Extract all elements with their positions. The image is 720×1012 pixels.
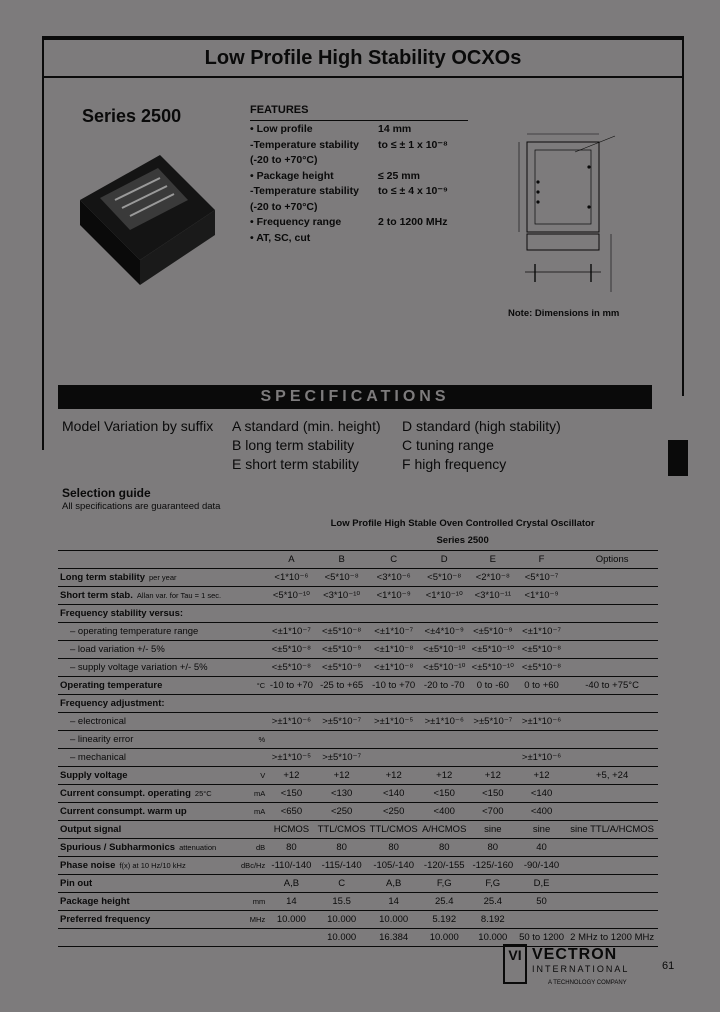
table-cell: <±5*10⁻⁸ — [316, 622, 368, 640]
table-row — [58, 856, 658, 874]
table-row — [58, 892, 658, 910]
table-cell: <±1*10⁻⁷ — [517, 622, 566, 640]
table-cell: 14 — [267, 892, 315, 910]
table-cell: <±1*10⁻⁷ — [368, 622, 420, 640]
table-title: Low Profile High Stable Oven Controlled Crystal Oscillator — [330, 517, 595, 529]
table-cell: +12 — [420, 766, 469, 784]
variation-text: standard (min. height) — [244, 418, 381, 434]
table-cell: <3*10⁻¹¹ — [469, 586, 517, 604]
table-cell: -115/-140 — [316, 856, 368, 874]
feature-value: 14 mm — [378, 123, 412, 135]
table-cell — [368, 730, 420, 748]
table-cell — [368, 694, 420, 712]
table-cell — [566, 892, 658, 910]
variation-text: tuning range — [416, 437, 494, 453]
table-row — [58, 676, 658, 694]
table-cell: <±1*10⁻⁸ — [368, 640, 420, 658]
row-label: Preferred frequency — [60, 913, 151, 925]
table-cell: 80 — [420, 838, 469, 856]
feature-value: 2 to 1200 MHz — [378, 216, 448, 228]
variation-letter: A — [232, 418, 241, 434]
table-cell: <1*10⁻⁹ — [517, 586, 566, 604]
table-cell: 25.4 — [420, 892, 469, 910]
table-cell: <250 — [316, 802, 368, 820]
table-cell — [316, 730, 368, 748]
table-cell: 10.000 — [469, 928, 517, 946]
table-cell: HCMOS — [267, 820, 315, 838]
vectron-logo-tag: A TECHNOLOGY COMPANY — [548, 980, 627, 986]
variation-text: long term stability — [245, 437, 355, 453]
row-note: Allan var. for Tau = 1 sec. — [136, 590, 222, 600]
row-label: Current consumpt. warm up — [60, 805, 187, 817]
table-cell: >±1*10⁻⁶ — [420, 712, 469, 730]
table-cell: <150 — [420, 784, 469, 802]
feature-label: -Temperature stability — [250, 138, 359, 151]
row-label: – operating temperature range — [70, 625, 199, 637]
features-rule — [250, 120, 468, 121]
row-unit — [223, 874, 267, 892]
table-cell — [566, 658, 658, 676]
table-cell: <5*10⁻⁷ — [517, 568, 566, 586]
table-cell: <±5*10⁻⁸ — [267, 640, 315, 658]
table-cell: 10.000 — [316, 928, 368, 946]
table-row — [58, 748, 658, 766]
table-row — [58, 784, 658, 802]
vectron-logo-mark: VI — [503, 944, 527, 984]
table-cell: 10.000 — [267, 910, 315, 928]
table-cell: <±1*10⁻⁷ — [267, 622, 315, 640]
table-cell — [267, 928, 315, 946]
row-unit — [223, 658, 267, 676]
selection-table — [58, 514, 658, 947]
table-cell: +5, +24 — [566, 766, 658, 784]
model-variation-item — [232, 437, 354, 453]
variation-text: short term stability — [245, 456, 359, 472]
row-label: – linearity error — [70, 733, 134, 745]
row-unit — [223, 694, 267, 712]
section-tab — [668, 440, 688, 476]
table-cell: 0 to -60 — [469, 676, 517, 694]
table-cell: -90/-140 — [517, 856, 566, 874]
table-row — [58, 730, 658, 748]
specifications-heading: SPECIFICATIONS — [58, 385, 652, 409]
table-cell — [267, 730, 315, 748]
row-label: Supply voltage — [60, 769, 128, 781]
table-cell: >±5*10⁻⁷ — [469, 712, 517, 730]
table-cell — [566, 748, 658, 766]
table-cell: -110/-140 — [267, 856, 315, 874]
table-cell: <140 — [517, 784, 566, 802]
row-unit — [223, 586, 267, 604]
table-cell: <650 — [267, 802, 315, 820]
table-cell — [566, 604, 658, 622]
table-cell: <±5*10⁻¹⁰ — [469, 658, 517, 676]
model-variation-item — [402, 437, 494, 453]
title-rule — [44, 76, 682, 78]
row-unit — [223, 820, 267, 838]
table-cell — [566, 694, 658, 712]
column-header: B — [316, 550, 368, 568]
table-row — [58, 568, 658, 586]
model-variation-item — [232, 456, 359, 472]
table-cell: 10.000 — [368, 910, 420, 928]
table-cell — [566, 874, 658, 892]
row-unit — [223, 748, 267, 766]
table-cell: sine — [517, 820, 566, 838]
table-cell — [517, 694, 566, 712]
table-cell: 80 — [368, 838, 420, 856]
row-label: Current consumpt. operating — [60, 787, 191, 799]
row-label: Short term stab. — [60, 589, 133, 601]
column-header: F — [517, 550, 566, 568]
row-label: Package height — [60, 895, 130, 907]
row-unit — [223, 640, 267, 658]
table-cell: 8.192 — [469, 910, 517, 928]
table-cell — [420, 694, 469, 712]
table-cell: <140 — [368, 784, 420, 802]
table-cell: >±1*10⁻⁶ — [267, 712, 315, 730]
table-cell: 80 — [316, 838, 368, 856]
table-cell — [368, 748, 420, 766]
variation-text: high frequency — [414, 456, 507, 472]
row-unit: V — [223, 766, 267, 784]
row-label: – supply voltage variation +/- 5% — [70, 661, 208, 673]
table-cell: F,G — [420, 874, 469, 892]
row-note: 25°C — [194, 788, 212, 798]
table-cell: A/HCMOS — [420, 820, 469, 838]
table-cell: 40 — [517, 838, 566, 856]
table-cell — [517, 604, 566, 622]
table-row — [58, 604, 658, 622]
row-label: Long term stability — [60, 571, 145, 583]
column-header: C — [368, 550, 420, 568]
table-cell: <±5*10⁻⁹ — [316, 640, 368, 658]
table-cell: -25 to +65 — [316, 676, 368, 694]
table-cell: >±1*10⁻⁵ — [267, 748, 315, 766]
table-row — [58, 694, 658, 712]
row-unit — [223, 622, 267, 640]
page-number: 61 — [662, 960, 675, 972]
table-cell: -40 to +75°C — [566, 676, 658, 694]
feature-label: • AT, SC, cut — [250, 231, 311, 244]
table-row — [58, 586, 658, 604]
column-header-row — [58, 550, 658, 568]
table-cell — [420, 730, 469, 748]
table-cell — [566, 730, 658, 748]
table-cell: <1*10⁻⁶ — [267, 568, 315, 586]
table-row — [58, 910, 658, 928]
row-note: per year — [148, 572, 177, 582]
product-image — [70, 140, 220, 290]
table-body — [58, 550, 658, 946]
table-cell: <5*10⁻⁸ — [316, 568, 368, 586]
table-cell: A,B — [267, 874, 315, 892]
table-cell: <150 — [267, 784, 315, 802]
table-cell: +12 — [517, 766, 566, 784]
vectron-logo-name: VECTRON — [532, 946, 618, 963]
table-cell: <700 — [469, 802, 517, 820]
row-label: – mechanical — [70, 751, 126, 763]
table-cell: -10 to +70 — [368, 676, 420, 694]
table-cell — [517, 910, 566, 928]
page-title: Low Profile High Stability OCXOs — [204, 47, 522, 69]
row-label: Operating temperature — [60, 679, 163, 691]
table-cell: 10.000 — [420, 928, 469, 946]
table-cell: >±5*10⁻⁷ — [316, 712, 368, 730]
table-cell — [469, 730, 517, 748]
table-cell — [566, 568, 658, 586]
dimension-note: Note: Dimensions in mm — [508, 308, 620, 319]
row-unit: dB — [223, 838, 267, 856]
feature-label: • Low profile — [250, 123, 313, 135]
variation-letter: E — [232, 456, 242, 472]
column-header: Options — [566, 550, 658, 568]
row-label: Spurious / Subharmonics — [60, 841, 176, 853]
table-cell — [566, 910, 658, 928]
row-label: Pin out — [60, 877, 93, 889]
table-cell: <±5*10⁻¹⁰ — [420, 658, 469, 676]
table-cell — [420, 748, 469, 766]
table-cell: 0 to +60 — [517, 676, 566, 694]
row-unit: mA — [223, 802, 267, 820]
table-cell: 5.192 — [420, 910, 469, 928]
features-heading: FEATURES — [250, 104, 309, 116]
table-row — [58, 712, 658, 730]
table-cell: <±5*10⁻⁹ — [469, 622, 517, 640]
table-cell: <±5*10⁻⁸ — [267, 658, 315, 676]
column-header: E — [469, 550, 517, 568]
table-cell: <400 — [420, 802, 469, 820]
table-row — [58, 838, 658, 856]
feature-label: (-20 to +70°C) — [250, 200, 318, 213]
feature-label: -Temperature stability — [250, 185, 359, 197]
table-series: Series 2500 — [267, 532, 658, 550]
table-cell: <±5*10⁻¹⁰ — [469, 640, 517, 658]
model-variation-label: Model Variation by suffix — [62, 418, 214, 434]
table-cell: <3*10⁻⁶ — [368, 568, 420, 586]
row-unit: mm — [223, 892, 267, 910]
table-row — [58, 820, 658, 838]
table-cell: <±5*10⁻⁸ — [517, 658, 566, 676]
table-cell: 15.5 — [316, 892, 368, 910]
table-cell — [566, 640, 658, 658]
variation-text: standard (high stability) — [416, 418, 561, 434]
table-row — [58, 874, 658, 892]
table-row — [58, 622, 658, 640]
row-label: – electronical — [70, 715, 126, 727]
table-cell: sine TTL/A/HCMOS — [566, 820, 658, 838]
row-label: Phase noise — [60, 859, 116, 871]
row-unit — [223, 712, 267, 730]
table-cell — [267, 694, 315, 712]
table-cell: <5*10⁻⁸ — [420, 568, 469, 586]
table-cell: A,B — [368, 874, 420, 892]
row-label: – load variation +/- 5% — [70, 643, 165, 655]
table-cell: 50 to 1200 — [517, 928, 566, 946]
row-unit — [223, 568, 267, 586]
table-cell: <±5*10⁻⁹ — [316, 658, 368, 676]
table-cell: <1*10⁻¹⁰ — [420, 586, 469, 604]
vectron-logo-sub: INTERNATIONAL — [532, 964, 630, 974]
variation-letter: B — [232, 437, 242, 453]
table-cell — [469, 694, 517, 712]
table-cell: >±5*10⁻⁷ — [316, 748, 368, 766]
row-unit: dBc/Hz — [223, 856, 267, 874]
row-unit — [223, 604, 267, 622]
table-cell: +12 — [368, 766, 420, 784]
table-cell — [566, 856, 658, 874]
table-cell: 16.384 — [368, 928, 420, 946]
table-cell: TTL/CMOS — [316, 820, 368, 838]
model-variation-item — [402, 456, 506, 472]
table-row — [58, 658, 658, 676]
table-cell — [267, 604, 315, 622]
table-cell: 10.000 — [316, 910, 368, 928]
table-cell: <5*10⁻¹⁰ — [267, 586, 315, 604]
table-cell — [566, 586, 658, 604]
table-cell — [469, 604, 517, 622]
feature-value: to ≤ ± 1 x 10⁻⁸ — [378, 138, 448, 151]
table-cell: 80 — [469, 838, 517, 856]
table-cell: +12 — [267, 766, 315, 784]
table-cell — [517, 730, 566, 748]
variation-letter: C — [402, 437, 413, 453]
model-variation-item — [402, 418, 561, 434]
table-cell — [566, 802, 658, 820]
table-cell: <2*10⁻⁸ — [469, 568, 517, 586]
table-cell: +12 — [469, 766, 517, 784]
table-cell: 80 — [267, 838, 315, 856]
table-cell — [368, 604, 420, 622]
table-cell: F,G — [469, 874, 517, 892]
selection-guide-title: Selection guide — [62, 486, 151, 500]
row-note: f(x) at 10 Hz/10 kHz — [119, 860, 186, 870]
selection-guide-subtitle: All specifications are guaranteed data — [62, 501, 221, 512]
column-header: A — [267, 550, 315, 568]
table-cell — [566, 622, 658, 640]
frame-right — [682, 36, 684, 396]
table-cell: -125/-160 — [469, 856, 517, 874]
table-cell: 25.4 — [469, 892, 517, 910]
table-cell: <130 — [316, 784, 368, 802]
table-cell: -10 to +70 — [267, 676, 315, 694]
row-unit: mA — [223, 784, 267, 802]
table-cell — [566, 712, 658, 730]
table-cell: TTL/CMOS — [368, 820, 420, 838]
table-cell: <150 — [469, 784, 517, 802]
table-cell: D,E — [517, 874, 566, 892]
table-cell — [316, 694, 368, 712]
row-unit: % — [223, 730, 267, 748]
row-label: Frequency adjustment: — [60, 697, 165, 709]
row-unit — [223, 928, 267, 946]
variation-letter: D — [402, 418, 413, 434]
variation-letter: F — [402, 456, 411, 472]
table-cell — [316, 604, 368, 622]
row-unit: °C — [223, 676, 267, 694]
dimension-drawing — [505, 122, 645, 302]
table-cell: <3*10⁻¹⁰ — [316, 586, 368, 604]
model-variation-item — [232, 418, 381, 434]
feature-label: • Frequency range — [250, 216, 342, 228]
feature-label: (-20 to +70°C) — [250, 154, 318, 166]
column-header: D — [420, 550, 469, 568]
table-cell: <±5*10⁻⁸ — [517, 640, 566, 658]
table-cell: sine — [469, 820, 517, 838]
table-cell: -120/-155 — [420, 856, 469, 874]
table-cell: -20 to -70 — [420, 676, 469, 694]
table-cell: <400 — [517, 802, 566, 820]
row-unit: MHz — [223, 910, 267, 928]
table-cell: <±4*10⁻⁹ — [420, 622, 469, 640]
table-cell: +12 — [316, 766, 368, 784]
series-label: Series 2500 — [82, 106, 182, 126]
table-cell: C — [316, 874, 368, 892]
table-cell: 50 — [517, 892, 566, 910]
feature-value: ≤ 25 mm — [378, 169, 420, 182]
frame-left — [42, 36, 44, 450]
table-row — [58, 766, 658, 784]
table-cell: >±1*10⁻⁶ — [517, 748, 566, 766]
table-row — [58, 928, 658, 946]
table-cell — [469, 748, 517, 766]
feature-label: • Package height — [250, 169, 334, 182]
table-cell: 2 MHz to 1200 MHz — [566, 928, 658, 946]
table-row — [58, 802, 658, 820]
row-label: Frequency stability versus: — [60, 607, 184, 619]
feature-value: to ≤ ± 4 x 10⁻⁹ — [378, 185, 448, 197]
table-cell: -105/-140 — [368, 856, 420, 874]
table-cell: <±5*10⁻¹⁰ — [420, 640, 469, 658]
table-cell — [420, 604, 469, 622]
table-cell — [566, 838, 658, 856]
table-cell: <250 — [368, 802, 420, 820]
row-note: attenuation — [179, 842, 217, 852]
table-cell: >±1*10⁻⁶ — [517, 712, 566, 730]
table-row — [58, 640, 658, 658]
row-label: Output signal — [60, 823, 122, 835]
table-cell: <1*10⁻⁹ — [368, 586, 420, 604]
table-cell — [566, 784, 658, 802]
table-cell: >±1*10⁻⁵ — [368, 712, 420, 730]
table-cell: 14 — [368, 892, 420, 910]
table-cell: <±1*10⁻⁸ — [368, 658, 420, 676]
